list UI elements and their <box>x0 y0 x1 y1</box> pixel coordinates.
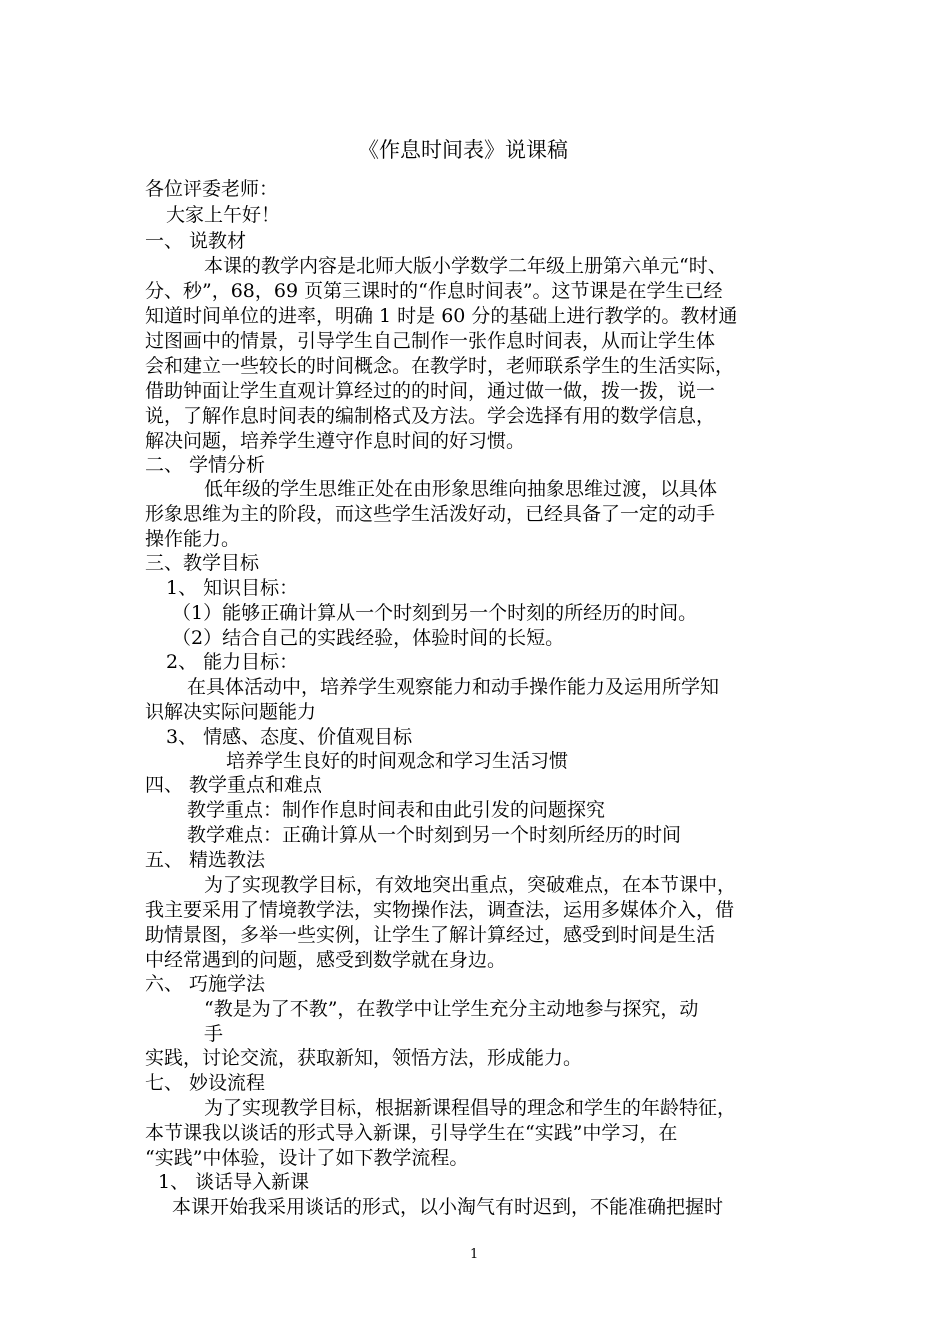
paragraph-line: 过图画中的情景，引导学生自己制作一张作息时间表，从而让学生体 <box>145 330 716 352</box>
subsection-heading: 1、 谈话导入新课 <box>158 1171 310 1193</box>
paragraph-line: 助情景图，多举一些实例，让学生了解计算经过，感受到时间是生活 <box>145 924 716 946</box>
page-number: 1 <box>470 1247 479 1262</box>
section-heading-5: 五、 精选教法 <box>145 849 266 871</box>
section-heading-1: 一、 说教材 <box>145 230 247 252</box>
paragraph-line: 知道时间单位的进率，明确 1 时是 60 分的基础上进行教学的。教材通 <box>145 305 738 327</box>
key-point: 教学重点：制作作息时间表和由此引发的问题探究 <box>187 799 606 821</box>
paragraph-line: 手 <box>204 1023 224 1045</box>
paragraph-line: 本课开始我采用谈话的形式，以小淘气有时迟到，不能准确把握时 <box>172 1196 724 1218</box>
paragraph-line: “教是为了不教”，在教学中让学生充分主动地参与探究，动 <box>204 998 699 1020</box>
section-heading-3: 三、教学目标 <box>145 552 260 574</box>
paragraph-line: 解决问题，培养学生遵守作息时间的好习惯。 <box>145 430 526 452</box>
paragraph-line: 本课的教学内容是北师大版小学数学二年级上册第六单元“时、 <box>204 255 727 277</box>
paragraph-line: 说，了解作息时间表的编制格式及方法。学会选择有用的数学信息， <box>145 405 716 427</box>
section-heading-4: 四、 教学重点和难点 <box>145 774 323 796</box>
difficult-point: 教学难点：正确计算从一个时刻到另一个时刻所经历的时间 <box>187 824 682 846</box>
paragraph-line: 识解决实际问题能力 <box>145 701 317 723</box>
document-title: 《作息时间表》说课稿 <box>358 138 568 162</box>
list-item: （1）能够正确计算从一个时刻到另一个时刻的所经历的时间。 <box>172 602 698 624</box>
subsection-heading: 1、 知识目标： <box>166 577 299 599</box>
paragraph-line: “实践”中体验，设计了如下教学流程。 <box>145 1147 469 1169</box>
paragraph-line: 实践，讨论交流，获取新知，领悟方法，形成能力。 <box>145 1047 583 1069</box>
paragraph-line: 借助钟面让学生直观计算经过的的时间，通过做一做，拨一拨，说一 <box>145 380 716 402</box>
paragraph-line: 中经常遇到的问题，感受到数学就在身边。 <box>145 949 507 971</box>
paragraph-line: 我主要采用了情境教学法，实物操作法，调查法，运用多媒体介入，借 <box>145 899 735 921</box>
paragraph-line: 培养学生良好的时间观念和学习生活习惯 <box>226 750 569 772</box>
section-heading-6: 六、 巧施学法 <box>145 973 266 995</box>
paragraph-line: 为了实现教学目标，有效地突出重点，突破难点，在本节课中， <box>204 874 737 896</box>
paragraph-line: 为了实现教学目标，根据新课程倡导的理念和学生的年龄特征， <box>204 1097 737 1119</box>
section-heading-7: 七、 妙设流程 <box>145 1072 266 1094</box>
greeting: 各位评委老师： <box>145 178 279 200</box>
paragraph-line: 在具体活动中，培养学生观察能力和动手操作能力及运用所学知 <box>187 676 720 698</box>
salutation: 大家上午好！ <box>166 204 281 226</box>
subsection-heading: 3、 情感、态度、价值观目标 <box>166 726 413 748</box>
subsection-heading: 2、 能力目标： <box>166 651 299 673</box>
paragraph-line: 形象思维为主的阶段，而这些学生活泼好动，已经具备了一定的动手 <box>145 503 716 525</box>
section-heading-2: 二、 学情分析 <box>145 454 266 476</box>
paragraph-line: 会和建立一些较长的时间概念。在教学时，老师联系学生的生活实际， <box>145 355 735 377</box>
paragraph-line: 分、秒”，68，69 页第三课时的“作息时间表”。这节课是在学生已经 <box>145 280 723 302</box>
paragraph-line: 低年级的学生思维正处在由形象思维向抽象思维过渡，以具体 <box>204 478 718 500</box>
paragraph-line: 本节课我以谈话的形式导入新课，引导学生在“实践”中学习，在 <box>145 1122 678 1144</box>
paragraph-line: 操作能力。 <box>145 528 241 550</box>
list-item: （2）结合自己的实践经验，体验时间的长短。 <box>172 627 565 649</box>
